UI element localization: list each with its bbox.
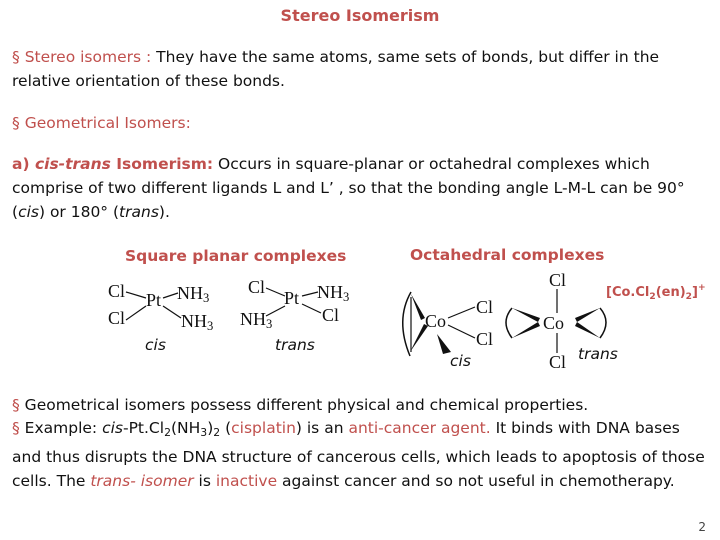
atom-cl: Cl — [108, 281, 126, 301]
square-planar-title: Square planar complexes — [125, 247, 347, 265]
page-number: 2 — [698, 520, 706, 534]
cis-trans-heading-rest: Isomerism: — [110, 155, 214, 173]
properties-text: Geometrical isomers possess different physical and chemical properties. — [19, 396, 589, 414]
atom-nh3: $NH_3$ — [240, 309, 273, 331]
anti-cancer-term: anti-cancer agent. — [348, 419, 491, 437]
cis-trans-term: cis-trans — [34, 155, 111, 173]
atom-nh3: $NH_3$ — [181, 311, 214, 333]
atom-cl: Cl — [476, 329, 494, 349]
atom-co: Co — [425, 311, 447, 331]
bullet: § — [12, 396, 20, 414]
atom-cl: Cl — [108, 308, 126, 328]
atom-pt: Pt — [284, 288, 300, 308]
bullet: § — [12, 114, 20, 132]
bullet: § — [12, 419, 20, 437]
cis-label: cis — [145, 336, 166, 354]
atom-nh3: $NH_3$ — [177, 283, 210, 305]
atom-pt: Pt — [146, 290, 162, 310]
atom-co: Co — [543, 313, 565, 333]
trans-isomer-term: trans- isomer — [90, 472, 194, 490]
atom-cl: Cl — [549, 270, 567, 290]
cis-trans-text-2: ) or 180° ( — [38, 203, 120, 221]
stereo-isomers-term: Stereo isomers : — [24, 48, 152, 66]
properties-paragraph — [12, 393, 712, 417]
trans-label-octahedral: trans — [578, 345, 618, 363]
octahedral-title: Octahedral complexes — [410, 246, 605, 264]
atom-cl: Cl — [248, 277, 266, 297]
geometrical-isomers-term: Geometrical Isomers: — [24, 114, 191, 132]
bullet: § — [12, 48, 20, 66]
cis-trans-text-3: ). — [158, 203, 170, 221]
inactive-term: inactive — [215, 472, 278, 490]
formula-part-a: -Pt.Cl — [122, 419, 165, 437]
cisplatin-term: cisplatin — [231, 419, 296, 437]
stereo-isomers-text: They have the same atoms, same sets of bonds, but differ in the relative orientation of these bonds. — [12, 48, 660, 90]
cis-label-octahedral: cis — [450, 352, 471, 370]
page-title: Stereo Isomerism — [280, 6, 440, 25]
complex-formula: $[Co.Cl_2(en)_2]^+$ — [606, 283, 706, 302]
atom-cl: Cl — [476, 297, 494, 317]
cis-word: cis — [18, 203, 39, 221]
trans-word: trans — [119, 203, 159, 221]
cis-word: cis — [102, 419, 123, 437]
cis-trans-prefix: a) — [12, 155, 35, 173]
atom-cl: Cl — [549, 352, 567, 372]
example-lead: Example: — [19, 419, 103, 437]
trans-label: trans — [275, 336, 315, 354]
cis-trans-text-1: Occurs in square-planar or octahedral complexes which comprise of two different ligands L and L’ , so that the bonding angle L-M-L can be 90° ( — [12, 155, 685, 221]
atom-nh3: $NH_3$ — [317, 282, 350, 304]
example-paragraph: § Example: cis-$Pt.Cl_2(NH_3)_2$ (cisplatin) is an anti-cancer agent. It binds with DNA bases and thus disrupts the DNA structure of cancerous cells, which leads to apoptosis of those cells. The trans- isomer is inactive against cancer and so not useful in chemotherapy. — [12, 419, 705, 490]
atom-cl: Cl — [322, 305, 340, 325]
